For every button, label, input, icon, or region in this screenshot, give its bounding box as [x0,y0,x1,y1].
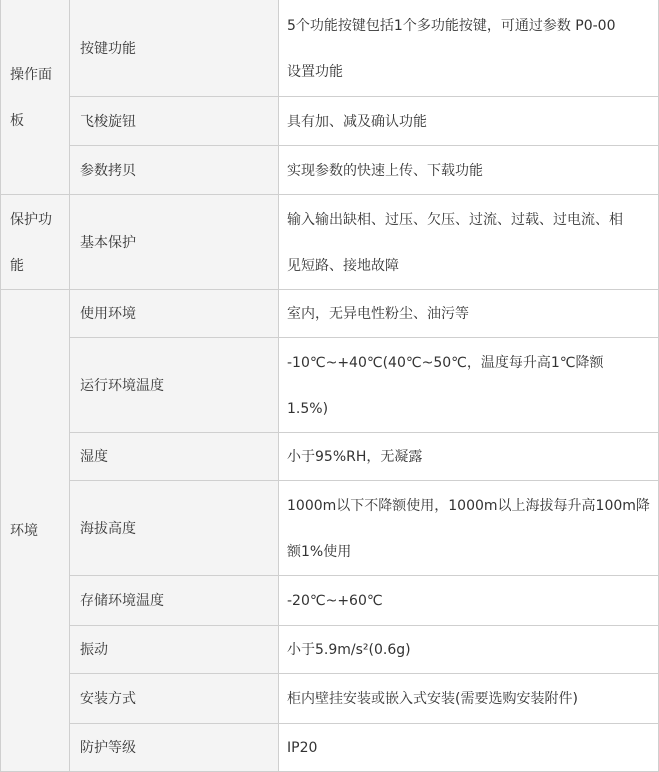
column-divider-2 [278,0,279,772]
param-name: 使用环境 [80,306,136,322]
param-name: 安装方式 [80,691,136,707]
param-name: 基本保护 [80,234,136,251]
param-value: 小于95%RH，无凝露 [287,449,423,465]
param-name: 运行环境温度 [80,377,164,394]
param-value: -10℃~+40℃(40℃~50℃，温度每升高1℃降额 1.5%) [287,354,604,417]
param-name: 按键功能 [80,40,136,57]
param-value: 柜内壁挂安装或嵌入式安装(需要选购安装附件) [287,691,578,707]
param-name: 振动 [80,642,108,658]
param-value: 实现参数的快速上传、下载功能 [287,162,483,179]
param-name: 存储环境温度 [80,593,164,609]
column-divider-0 [0,0,1,772]
param-value: 5个功能按键包括1个多功能按键，可通过参数 P0-00 设置功能 [287,17,616,80]
group-label: 操作面 板 [10,66,52,129]
param-name: 湿度 [80,449,108,465]
column-divider-1 [69,0,70,772]
param-value: 具有加、减及确认功能 [287,113,427,130]
param-name: 海拔高度 [80,520,136,537]
group-label: 保护功 能 [10,211,52,274]
param-name: 防护等级 [80,740,136,756]
group-label: 环境 [10,523,38,539]
param-value: IP20 [287,740,318,756]
param-value: 小于5.9m/s²(0.6g) [287,642,411,658]
param-name: 飞梭旋钮 [80,113,136,130]
param-value: 室内，无异电性粉尘、油污等 [287,306,469,322]
param-name: 参数拷贝 [80,162,136,179]
param-value: -20℃~+60℃ [287,593,383,609]
param-value: 输入输出缺相、过压、欠压、过流、过载、过电流、相 见短路、接地故障 [287,211,623,274]
param-value: 1000m以下不降额使用，1000m以上海拔每升高100m降 额1%使用 [287,497,650,560]
